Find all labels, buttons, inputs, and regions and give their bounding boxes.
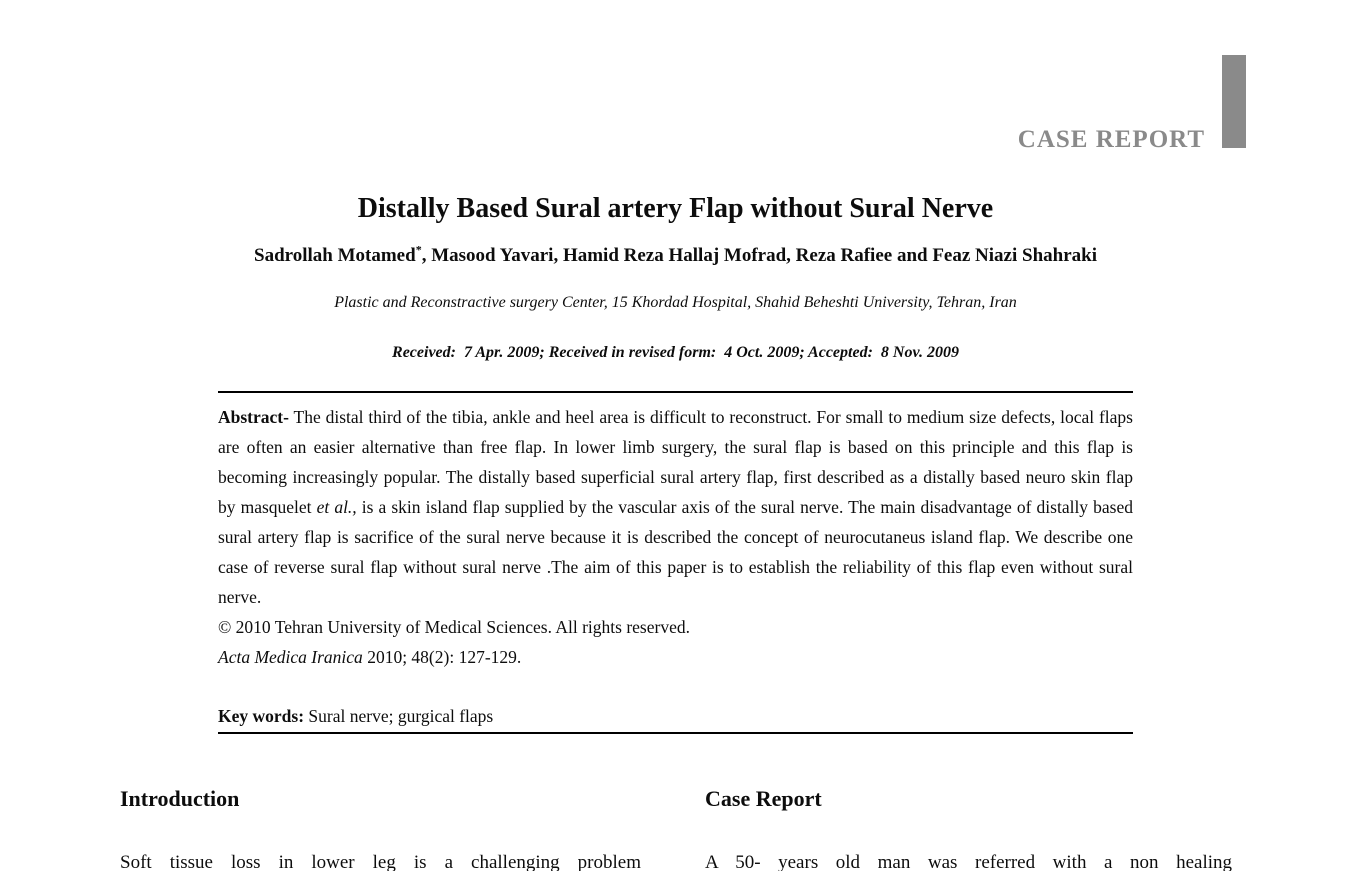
abstract-paragraph xyxy=(218,402,1133,612)
abstract-text-2: is a skin island flap supplied by the vascular axis of the sural nerve. The main disadvantage of distally based sural artery flap is sacrifice of the sural nerve because it is described the concept of neurocutaneus island flap. We describe one case of reverse sural flap without sural nerve .The aim of this paper is to establish the reliability of this flap even without sural nerve. xyxy=(218,497,1133,607)
author-asterisk: * xyxy=(415,242,422,257)
abstract-label: Abstract- xyxy=(218,407,289,427)
paper-content-column xyxy=(218,0,1133,734)
introduction-body: Soft tissue loss in lower leg is a challenging problem xyxy=(120,852,641,871)
affiliation-line: Plastic and Reconstractive surgery Center, 15 Khordad Hospital, Shahid Beheshti University, Tehran, Iran xyxy=(334,294,1017,311)
keywords-label: Key words: xyxy=(218,706,305,726)
case-report-body: A 50- years old man was referred with a non healing xyxy=(705,852,1232,871)
citation-journal-name: Acta Medica Iranica xyxy=(218,647,363,667)
introduction-heading: Introduction xyxy=(120,786,240,811)
case-report-section xyxy=(705,785,1232,871)
keywords-text: Sural nerve; gurgical flaps xyxy=(304,706,494,726)
case-report-heading: Case Report xyxy=(705,786,822,811)
authors-rest: , Masood Yavari, Hamid Reza Hallaj Mofrad, Reza Rafiee and Feaz Niazi Shahraki xyxy=(421,245,1097,266)
abstract-top-divider xyxy=(218,391,1133,393)
paper-title: Distally Based Sural artery Flap without Sural Nerve xyxy=(357,193,994,224)
citation-rest: 2010; 48(2): 127-129. xyxy=(362,647,522,667)
abstract-etal: et al., xyxy=(316,497,357,517)
dates-line: Received: 7 Apr. 2009; Received in revised form: 4 Oct. 2009; Accepted: 8 Nov. 2009 xyxy=(392,344,959,361)
authors-line xyxy=(218,244,1133,268)
introduction-section xyxy=(120,785,641,871)
author-first: Sadrollah Motamed xyxy=(254,245,416,266)
citation-line xyxy=(218,642,1133,672)
abstract-text-1: The distal third of the tibia, ankle and heel area is difficult to reconstruct. For small to medium size defects, local flaps are often an easier alternative than free flap. In lower limb surgery, the sural flap is based on this principle and this flap is becoming increasingly popular. The distally based superficial sural artery flap, first described as a distally based neuro skin flap by masquelet xyxy=(218,407,1133,517)
header-accent-bar xyxy=(1222,55,1246,148)
copyright-line: © 2010 Tehran University of Medical Sciences. All rights reserved. xyxy=(218,617,690,637)
keywords-bottom-divider xyxy=(218,732,1133,734)
case-report-banner: CASE REPORT xyxy=(1017,126,1205,153)
keywords-line xyxy=(218,704,1133,728)
